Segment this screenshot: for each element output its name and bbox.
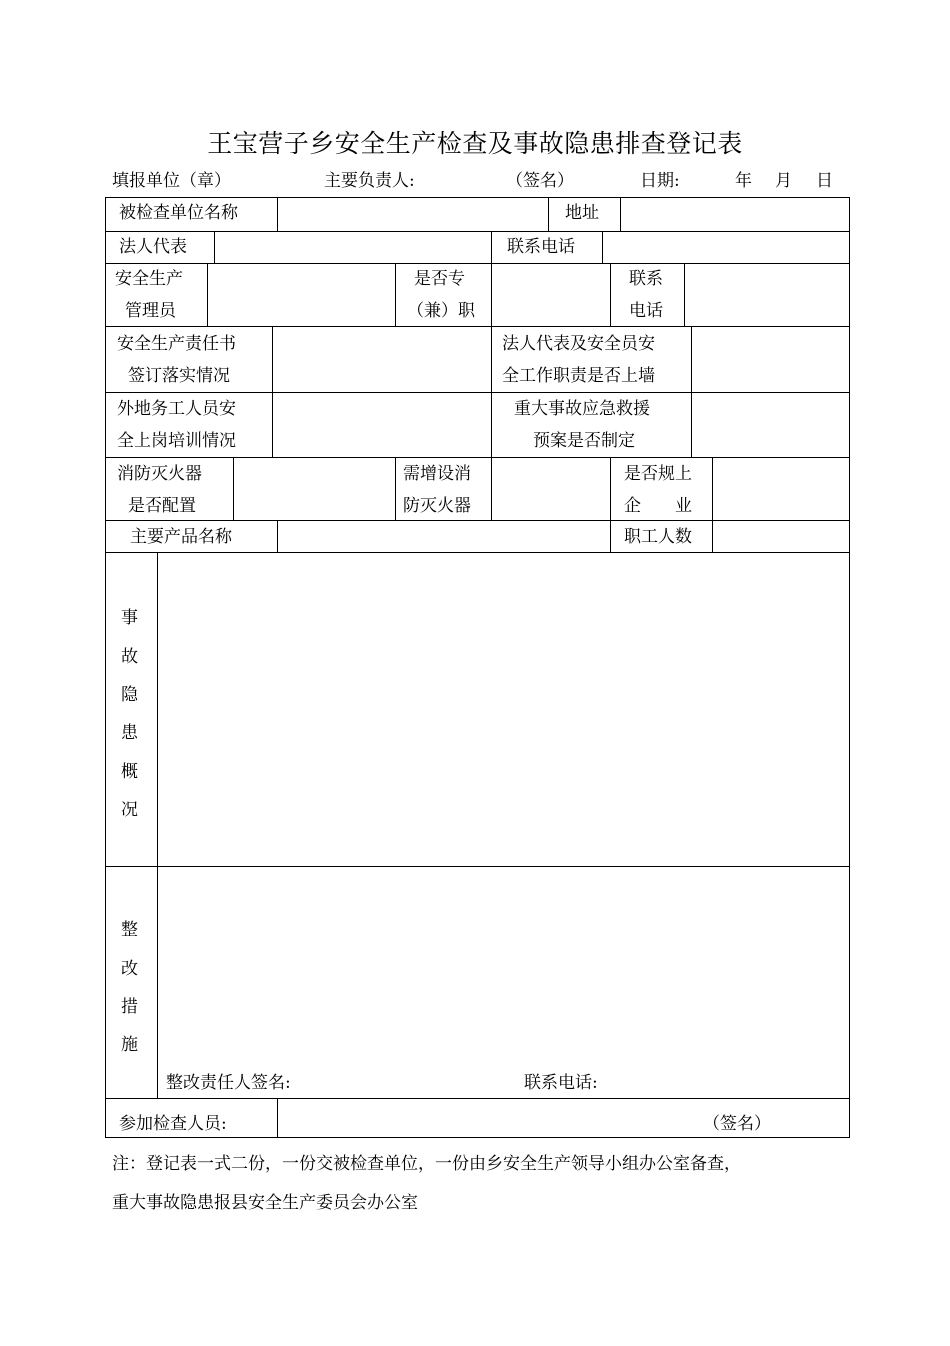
col-divider bbox=[610, 457, 611, 520]
row-divider bbox=[105, 866, 850, 867]
row-divider bbox=[105, 552, 850, 553]
label-rectification-phone: 联系电话: bbox=[524, 1073, 598, 1093]
label-safety-manager-2: 管理员 bbox=[125, 301, 176, 321]
phone-field[interactable] bbox=[604, 233, 848, 262]
header-sign: （签名） bbox=[506, 171, 574, 191]
worker-training-field[interactable] bbox=[274, 394, 490, 456]
label-need-extinguisher: 需增设消 bbox=[403, 464, 471, 484]
inspected-unit-field[interactable] bbox=[279, 199, 547, 230]
staff-count-field[interactable] bbox=[714, 522, 848, 551]
duties-posted-field[interactable] bbox=[693, 328, 848, 391]
label-extinguisher-2: 是否配置 bbox=[128, 496, 196, 516]
table-border-top bbox=[105, 197, 850, 198]
note-line-1: 注：登记表一式二份，一份交被检查单位，一份由乡安全生产领导小组办公室备查， bbox=[112, 1154, 741, 1174]
col-divider bbox=[602, 231, 603, 263]
label-rectification-signer: 整改责任人签名: bbox=[166, 1073, 291, 1093]
row-divider bbox=[105, 457, 850, 458]
contact-phone-field[interactable] bbox=[686, 265, 848, 325]
table-border-left bbox=[105, 197, 106, 1137]
col-divider bbox=[233, 457, 234, 520]
label-hazard-char: 概 bbox=[121, 762, 138, 782]
label-measure-char: 施 bbox=[121, 1035, 138, 1055]
label-hazard-char: 事 bbox=[121, 608, 138, 628]
col-divider bbox=[277, 1098, 278, 1137]
col-divider bbox=[691, 326, 692, 392]
label-measure-char: 整 bbox=[121, 920, 138, 940]
label-staff-count: 职工人数 bbox=[624, 527, 692, 547]
label-above-scale: 是否规上 bbox=[624, 464, 692, 484]
inspectors-field[interactable] bbox=[279, 1100, 699, 1136]
label-responsibility-book-2: 签订落实情况 bbox=[128, 366, 230, 386]
col-divider bbox=[277, 520, 278, 552]
table-border-bottom bbox=[105, 1137, 850, 1138]
label-safety-manager: 安全生产 bbox=[115, 269, 183, 289]
label-phone: 联系电话 bbox=[507, 237, 575, 257]
rectification-measures-field[interactable] bbox=[159, 868, 848, 1068]
col-divider bbox=[395, 457, 396, 520]
label-inspected-unit: 被检查单位名称 bbox=[119, 203, 238, 223]
col-divider bbox=[491, 457, 492, 520]
row-divider bbox=[105, 231, 850, 232]
label-hazard-char: 患 bbox=[121, 723, 138, 743]
label-legal-rep: 法人代表 bbox=[119, 237, 187, 257]
label-worker-training: 外地务工人员安 bbox=[117, 399, 236, 419]
label-emergency-plan: 重大事故应急救援 bbox=[514, 399, 650, 419]
col-divider bbox=[691, 392, 692, 457]
col-divider bbox=[610, 263, 611, 326]
row-divider bbox=[105, 1098, 850, 1099]
legal-rep-field[interactable] bbox=[216, 233, 490, 262]
col-divider bbox=[157, 552, 158, 1098]
row-divider bbox=[105, 520, 850, 521]
page-title: 王宝营子乡安全生产检查及事故隐患排查登记表 bbox=[207, 129, 743, 158]
label-need-extinguisher-2: 防灭火器 bbox=[403, 496, 471, 516]
main-product-field[interactable] bbox=[279, 522, 609, 551]
label-fulltime: 是否专 bbox=[414, 269, 465, 289]
fulltime-field[interactable] bbox=[493, 265, 609, 325]
label-above-scale-2: 企 业 bbox=[624, 496, 692, 516]
extinguisher-field[interactable] bbox=[235, 459, 394, 519]
label-extinguisher: 消防灭火器 bbox=[117, 464, 202, 484]
col-divider bbox=[272, 392, 273, 457]
col-divider bbox=[214, 231, 215, 263]
note-line-2: 重大事故隐患报县安全生产委员会办公室 bbox=[112, 1193, 418, 1213]
header-unit: 填报单位（章） bbox=[112, 171, 231, 191]
col-divider bbox=[712, 520, 713, 552]
label-hazard-char: 故 bbox=[121, 647, 138, 667]
hazard-overview-field[interactable] bbox=[159, 554, 848, 865]
need-extinguisher-field[interactable] bbox=[493, 459, 609, 519]
label-hazard-char: 况 bbox=[121, 800, 138, 820]
col-divider bbox=[684, 263, 685, 326]
label-fulltime-2: （兼）职 bbox=[407, 301, 475, 321]
label-main-product: 主要产品名称 bbox=[130, 527, 232, 547]
row-divider bbox=[105, 392, 850, 393]
header-month: 月 bbox=[775, 171, 792, 191]
col-divider bbox=[277, 197, 278, 231]
col-divider bbox=[548, 197, 549, 231]
label-responsibility-book: 安全生产责任书 bbox=[117, 334, 236, 354]
label-inspectors: 参加检查人员: bbox=[119, 1114, 227, 1134]
col-divider bbox=[610, 520, 611, 552]
header-responsible: 主要负责人: bbox=[324, 171, 415, 191]
label-duties-posted: 法人代表及安全员安 bbox=[502, 334, 655, 354]
header-year: 年 bbox=[735, 171, 752, 191]
table-border-right bbox=[849, 197, 850, 1137]
label-duties-posted-2: 全工作职责是否上墙 bbox=[502, 366, 655, 386]
label-inspectors-sign: （签名） bbox=[703, 1114, 771, 1134]
label-address: 地址 bbox=[565, 203, 599, 223]
label-worker-training-2: 全上岗培训情况 bbox=[117, 431, 236, 451]
col-divider bbox=[620, 197, 621, 231]
above-scale-field[interactable] bbox=[714, 459, 848, 519]
header-day: 日 bbox=[816, 171, 833, 191]
col-divider bbox=[491, 326, 492, 392]
header-date: 日期: bbox=[640, 171, 680, 191]
col-divider bbox=[491, 263, 492, 326]
emergency-plan-field[interactable] bbox=[693, 394, 848, 456]
safety-manager-field[interactable] bbox=[209, 265, 394, 325]
col-divider bbox=[491, 231, 492, 263]
responsibility-book-field[interactable] bbox=[274, 328, 490, 391]
label-contact: 联系 bbox=[629, 269, 663, 289]
row-divider bbox=[105, 263, 850, 264]
label-contact-2: 电话 bbox=[629, 301, 663, 321]
col-divider bbox=[207, 263, 208, 326]
label-emergency-plan-2: 预案是否制定 bbox=[533, 431, 635, 451]
row-divider bbox=[105, 326, 850, 327]
label-measure-char: 措 bbox=[121, 997, 138, 1017]
col-divider bbox=[272, 326, 273, 392]
label-hazard-char: 隐 bbox=[121, 685, 138, 705]
address-field[interactable] bbox=[622, 199, 848, 230]
col-divider bbox=[491, 392, 492, 457]
col-divider bbox=[712, 457, 713, 520]
label-measure-char: 改 bbox=[121, 959, 138, 979]
col-divider bbox=[395, 263, 396, 326]
